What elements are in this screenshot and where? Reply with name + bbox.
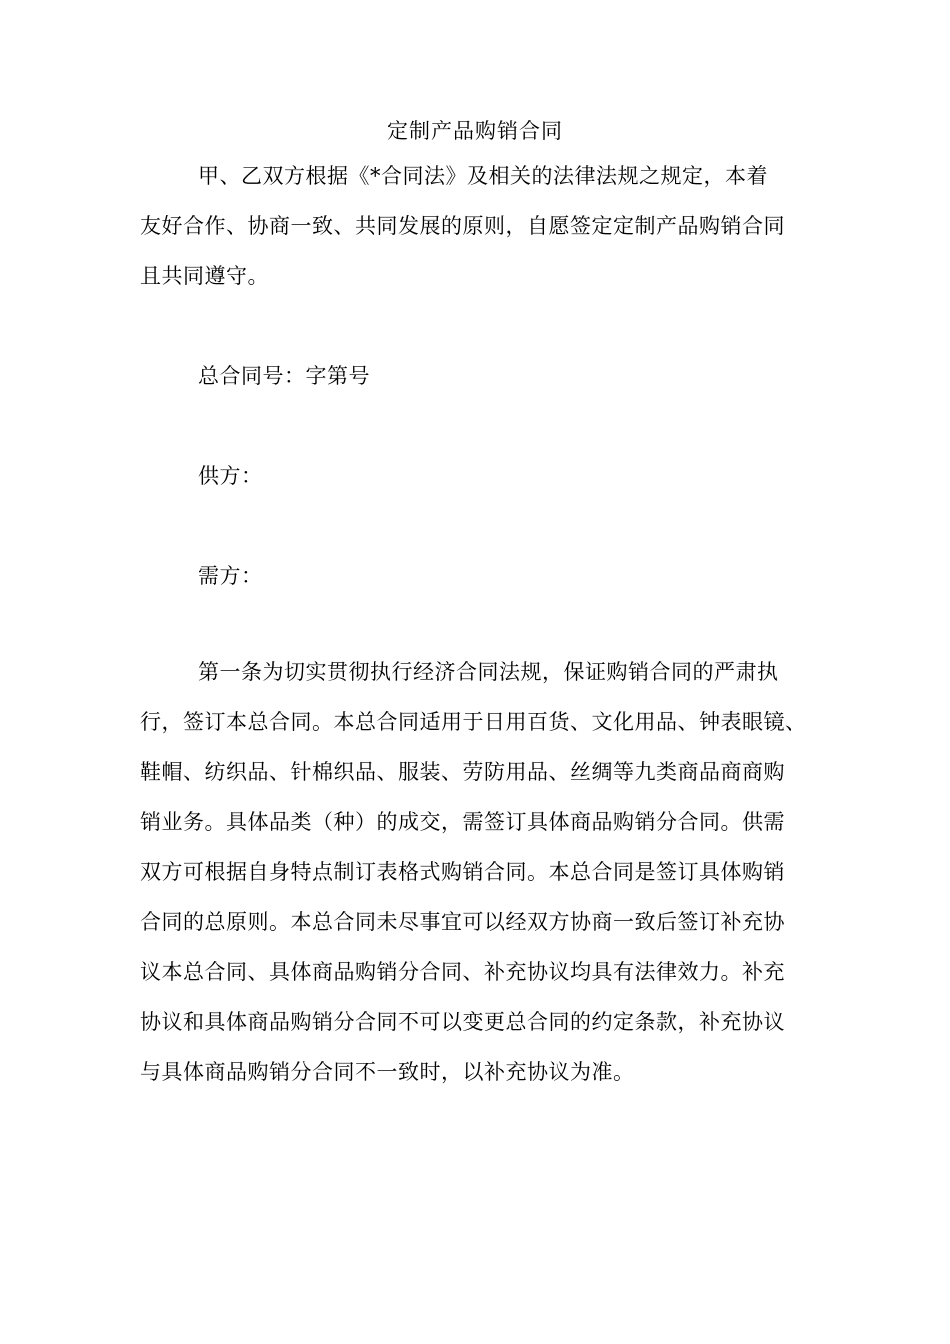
article1-line-4: 销业务。具体品类（种）的成交，需签订具体商品购销分合同。供需 — [140, 810, 785, 834]
intro-line-3: 且共同遵守。 — [140, 264, 269, 288]
article1-line-8: 协议和具体商品购销分合同不可以变更总合同的约定条款，补充协议 — [140, 1010, 785, 1034]
contract-number: 总合同号：字第号 — [198, 364, 370, 388]
intro-line-1: 甲、乙双方根据《*合同法》及相关的法律法规之规定，本着 — [198, 164, 768, 188]
intro-line-2: 友好合作、协商一致、共同发展的原则，自愿签定定制产品购销合同 — [140, 214, 785, 238]
article1-line-5: 双方可根据自身特点制订表格式购销合同。本总合同是签订具体购销 — [140, 860, 785, 884]
article1-line-9: 与具体商品购销分合同不一致时，以补充协议为准。 — [140, 1060, 635, 1084]
buyer-label: 需方： — [198, 564, 263, 588]
article1-line-2: 行，签订本总合同。本总合同适用于日用百货、文化用品、钟表眼镜、 — [140, 710, 807, 734]
article1-line-1: 第一条为切实贯彻执行经济合同法规，保证购销合同的严肃执 — [198, 660, 779, 684]
article1-line-3: 鞋帽、纺织品、针棉织品、服装、劳防用品、丝绸等九类商品商商购 — [140, 760, 785, 784]
document-title: 定制产品购销合同 — [387, 119, 563, 143]
supplier-label: 供方： — [198, 464, 263, 488]
article1-line-6: 合同的总原则。本总合同未尽事宜可以经双方协商一致后签订补充协 — [140, 910, 785, 934]
article1-line-7: 议本总合同、具体商品购销分合同、补充协议均具有法律效力。补充 — [140, 960, 785, 984]
